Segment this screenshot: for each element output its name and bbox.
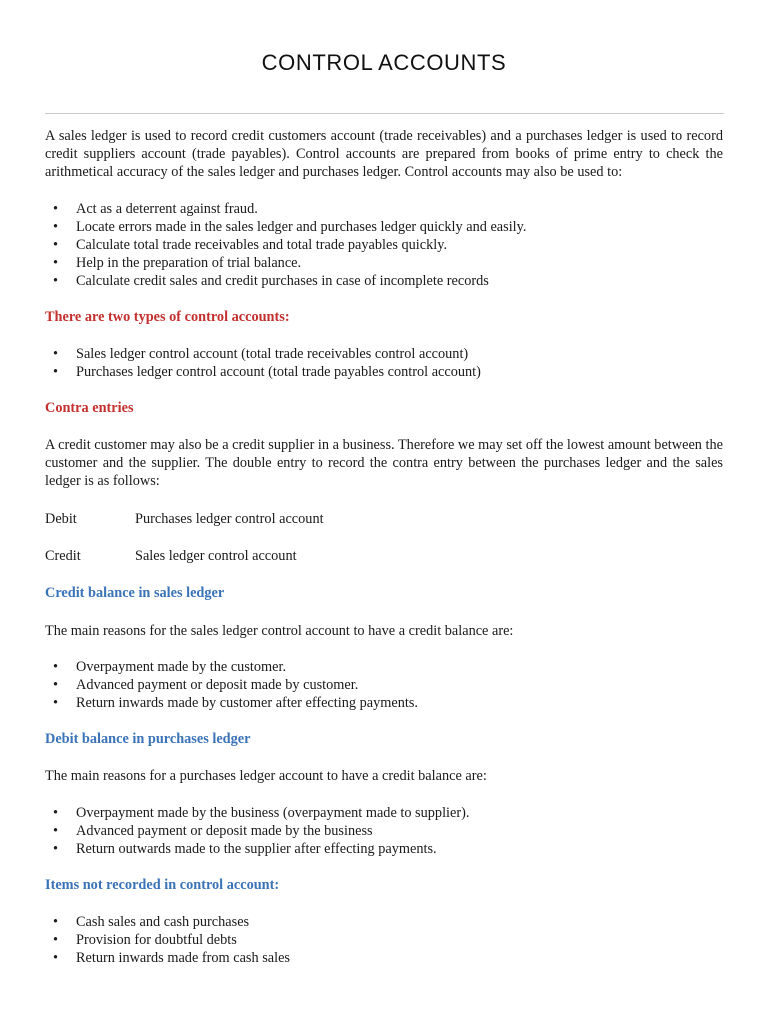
items-heading: Items not recorded in control account: [45, 877, 280, 893]
list-item: • Return inwards made by customer after effecting payments. [53, 695, 418, 711]
list-item: • Provision for doubtful debts [53, 932, 237, 948]
list-item: • Sales ledger control account (total trade receivables control account) [53, 346, 469, 362]
bullet: • [53, 255, 59, 271]
credit-entry [45, 547, 297, 565]
bullet: • [53, 823, 59, 839]
credit-reasons-list [45, 658, 418, 712]
debit-balance-paragraph: The main reasons for a purchases ledger account to have a credit balance are: [45, 768, 487, 784]
title-divider [45, 113, 724, 114]
bullet: • [53, 219, 59, 235]
list-item: • Return inwards made from cash sales [53, 950, 290, 966]
uses-list [45, 200, 526, 290]
bullet: • [53, 950, 59, 966]
list-item: • Advanced payment or deposit made by customer. [53, 677, 359, 693]
bullet: • [53, 201, 59, 217]
bullet: • [53, 695, 59, 711]
contra-paragraph: A credit customer may also be a credit supplier in a business. Therefore we may set off the lowest amount between the customer and the supplier. The double entry to record the contra entry between the purchases ledger and the sales ledger is as follows: [45, 437, 723, 489]
bullet: • [53, 659, 59, 675]
types-heading: There are two types of control accounts: [45, 309, 290, 325]
bullet: • [53, 805, 59, 821]
debit-reasons-list [45, 804, 469, 858]
bullet: • [53, 273, 59, 289]
bullet: • [53, 932, 59, 948]
bullet: • [53, 677, 59, 693]
debit-balance-heading: Debit balance in purchases ledger [45, 731, 251, 747]
list-item: • Cash sales and cash purchases [53, 914, 250, 930]
debit-entry [45, 510, 324, 528]
list-item: • Help in the preparation of trial balance. [53, 255, 302, 271]
entry-label: Credit [45, 548, 81, 564]
list-item: • Purchases ledger control account (total trade payables control account) [53, 364, 481, 380]
list-item: • Calculate total trade receivables and total trade payables quickly. [53, 237, 448, 253]
list-item: • Advanced payment or deposit made by the business [53, 823, 373, 839]
credit-balance-heading: Credit balance in sales ledger [45, 585, 225, 601]
list-item: • Act as a deterrent against fraud. [53, 201, 258, 217]
page-title: CONTROL ACCOUNTS [261, 50, 507, 75]
list-item: • Overpayment made by the customer. [53, 659, 287, 675]
entry-account: Purchases ledger control account [135, 511, 324, 527]
list-item: • Overpayment made by the business (overpayment made to supplier). [53, 805, 470, 821]
contra-heading: Contra entries [45, 400, 134, 416]
bullet: • [53, 364, 59, 380]
types-list [45, 345, 481, 381]
entry-label: Debit [45, 511, 77, 527]
list-item: • Locate errors made in the sales ledger and purchases ledger quickly and easily. [53, 219, 527, 235]
entry-account: Sales ledger control account [135, 548, 297, 564]
list-item: • Calculate credit sales and credit purchases in case of incomplete records [53, 273, 489, 289]
bullet: • [53, 914, 59, 930]
bullet: • [53, 237, 59, 253]
bullet: • [53, 841, 59, 857]
list-item: • Return outwards made to the supplier after effecting payments. [53, 841, 437, 857]
bullet: • [53, 346, 59, 362]
items-list [45, 913, 290, 967]
intro-paragraph: A sales ledger is used to record credit customers account (trade receivables) and a purchases ledger is used to record credit suppliers account (trade payables). Control accounts are prepared from books of prime entry to check the arithmetical accuracy of the sales ledger and purchases ledger. Control accounts may also be used to: [45, 128, 723, 180]
credit-balance-paragraph: The main reasons for the sales ledger control account to have a credit balance are: [45, 623, 514, 639]
